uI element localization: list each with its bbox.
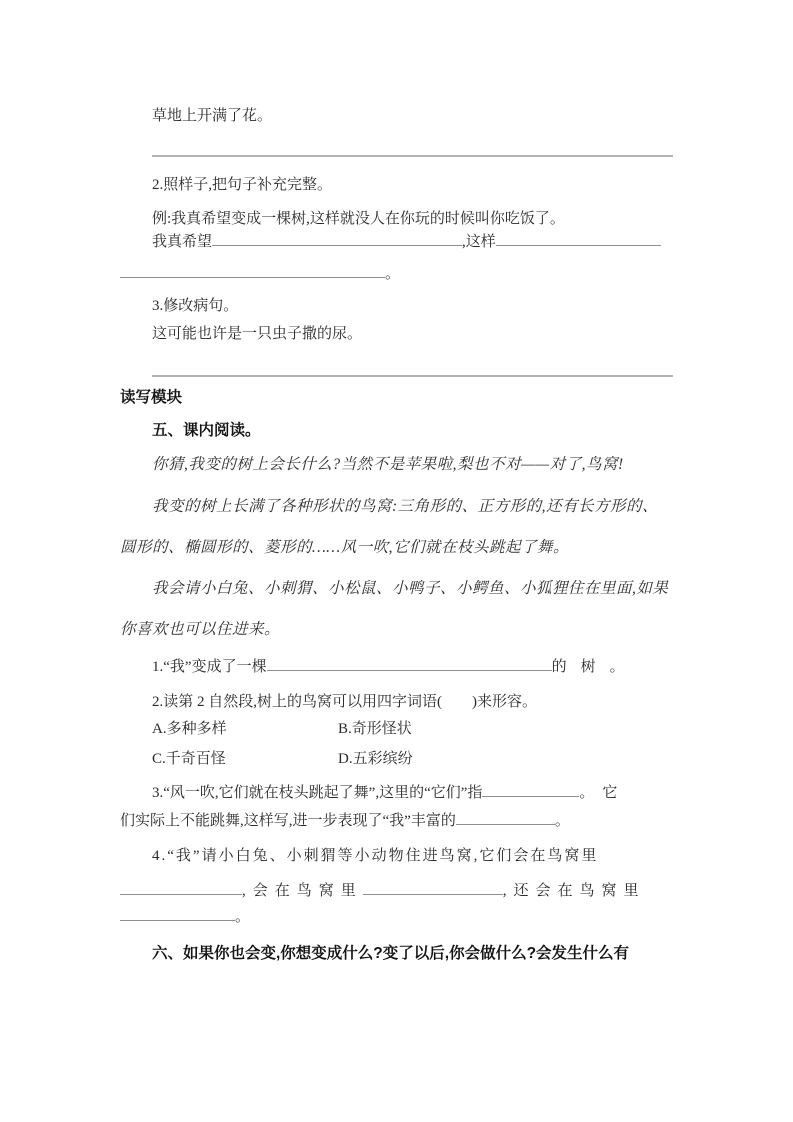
reading-q1 <box>120 658 718 677</box>
reading-q3-line-1 <box>120 784 718 803</box>
q3-line1-suffix: 。它 <box>579 785 626 801</box>
answer-sentence: 草地上开满了花。 <box>152 108 273 124</box>
q3-line2-suffix: 。 <box>554 813 570 829</box>
fill-blank <box>120 882 242 895</box>
fill-blank <box>212 233 462 246</box>
reading-q4-line-2 <box>120 882 686 901</box>
reading-q3-line-2 <box>120 812 686 831</box>
q2-fill-period: 。 <box>385 266 401 282</box>
option-a: A.多种多样 <box>152 721 227 737</box>
q2-fill-connector: ,这样 <box>462 234 496 250</box>
passage-line: 你猜,我变的树上会长什么?当然不是苹果啦,梨也不对——对了,鸟窝! <box>152 456 624 473</box>
section6-title: 六、如果你也会变,你想变成什么?变了以后,你会做什么?会发生什么有 <box>152 945 630 962</box>
q4-line2-mid: ,会在鸟窝里 <box>242 883 363 899</box>
fill-blank <box>120 265 385 278</box>
section5-title: 五、课内阅读。 <box>152 422 261 439</box>
q1-suffix: 的树。 <box>551 659 639 675</box>
passage-line: 我变的树上长满了各种形状的鸟窝:三角形的、正方形的,还有长方形的、 <box>152 498 659 515</box>
option-b: B.奇形怪状 <box>338 721 412 737</box>
q4-line3-end: 。 <box>235 909 251 925</box>
passage-line: 我会请小白兔、小刺猬、小松鼠、小鸭子、小鳄鱼、小狐狸住在里面,如果 <box>152 580 669 597</box>
section-divider <box>152 155 673 157</box>
passage-line: 圆形的、椭圆形的、菱形的……风一吹,它们就在枝头跳起了舞。 <box>120 539 569 556</box>
module-title: 读写模块 <box>120 389 183 406</box>
q2-fill-prefix: 我真希望 <box>152 234 213 250</box>
reading-q4-line-1: 4.“我”请小白兔、小刺猬等小动物住进鸟窝,它们会在鸟窝里 <box>152 848 599 864</box>
reading-q2-title: 2.读第 2 自然段,树上的鸟窝可以用四字词语( )来形容。 <box>152 694 537 710</box>
fill-blank <box>120 908 235 921</box>
q3-title: 3.修改病句。 <box>152 298 239 314</box>
section-divider <box>152 375 673 377</box>
q3-line2-prefix: 们实际上不能跳舞,这样写,进一步表现了“我”丰富的 <box>120 813 456 829</box>
option-d: D.五彩缤纷 <box>338 751 413 767</box>
q2-title: 2.照样子,把句子补充完整。 <box>152 177 333 193</box>
q4-line2-end: ,还会在鸟窝里 <box>502 883 646 899</box>
reading-q4-line-3 <box>120 908 686 927</box>
fill-blank <box>267 658 552 671</box>
option-c: C.千奇百怪 <box>152 751 226 767</box>
q2-example: 例:我真希望变成一棵树,这样就没人在你玩的时候叫你吃饭了。 <box>152 211 565 227</box>
q3-sentence: 这可能也许是一只虫子撒的尿。 <box>152 326 363 342</box>
fill-blank <box>482 784 579 797</box>
q1-prefix: 1.“我”变成了一棵 <box>152 659 267 675</box>
q3-line1-prefix: 3.“风一吹,它们就在枝头跳起了舞”,这里的“它们”指 <box>152 785 483 801</box>
q2-fill-line-1 <box>120 233 718 252</box>
fill-blank <box>456 812 555 825</box>
reading-q2-options-row-2 <box>120 750 718 769</box>
passage-line: 你喜欢也可以住进来。 <box>120 621 281 638</box>
fill-blank <box>363 882 503 895</box>
q2-fill-line-2 <box>120 265 686 284</box>
reading-q2-options-row-1 <box>120 720 718 739</box>
fill-blank <box>496 233 661 246</box>
